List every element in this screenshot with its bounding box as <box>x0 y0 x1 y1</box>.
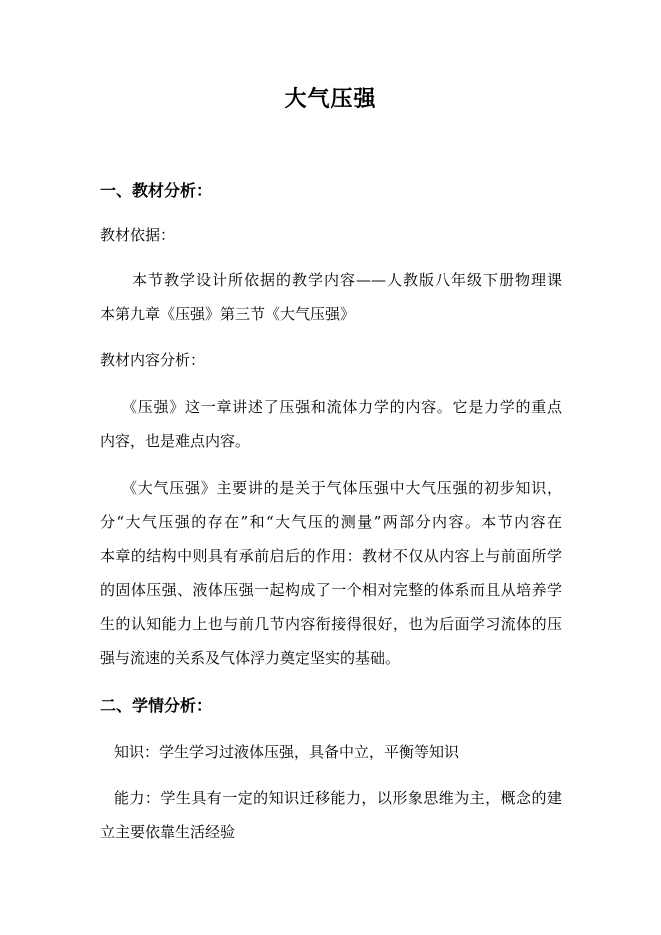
document-title: 大气压强 <box>284 86 377 112</box>
content-para2-line-2: 分“大气压强的存在”和“大气压的测量”两部分内容。本节内容在 <box>100 513 562 531</box>
knowledge-line: 知识：学生学习过液体压强，具备中立，平衡等知识 <box>114 743 460 761</box>
content-para2-line-3: 本章的结构中则具有承前启后的作用：教材不仅从内容上与前面所学 <box>100 547 562 565</box>
content-para2-line-4: 的固体压强、液体压强一起构成了一个相对完整的体系而且从培养学 <box>100 581 562 599</box>
content-para1-line-2: 内容，也是难点内容。 <box>100 432 251 450</box>
ability-line-2: 立主要依靠生活经验 <box>100 823 236 841</box>
content-para2-line-5: 生的认知能力上也与前几节内容衔接得很好，也为后面学习流体的压 <box>100 615 562 633</box>
content-para2-line-6: 强与流速的关系及气体浮力奠定坚实的基础。 <box>100 649 401 667</box>
basis-label: 教材依据： <box>100 226 176 244</box>
basis-line-1: 本节教学设计所依据的教学内容——人教版八年级下册物理课 <box>132 271 562 289</box>
section-heading-textbook-analysis: 一、教材分析： <box>100 181 213 200</box>
basis-line-2: 本第九章《压强》第三节《大气压强》 <box>100 305 356 323</box>
content-analysis-label: 教材内容分析： <box>100 351 206 369</box>
section-heading-learner-analysis: 二、学情分析： <box>100 696 213 715</box>
ability-line-1: 能力：学生具有一定的知识迁移能力，以形象思维为主，概念的建 <box>114 789 562 807</box>
content-para2-line-1: 《大气压强》主要讲的是关于气体压强中大气压强的初步知识， <box>122 479 562 497</box>
content-para1-line-1: 《压强》这一章讲述了压强和流体力学的内容。它是力学的重点 <box>122 398 562 416</box>
